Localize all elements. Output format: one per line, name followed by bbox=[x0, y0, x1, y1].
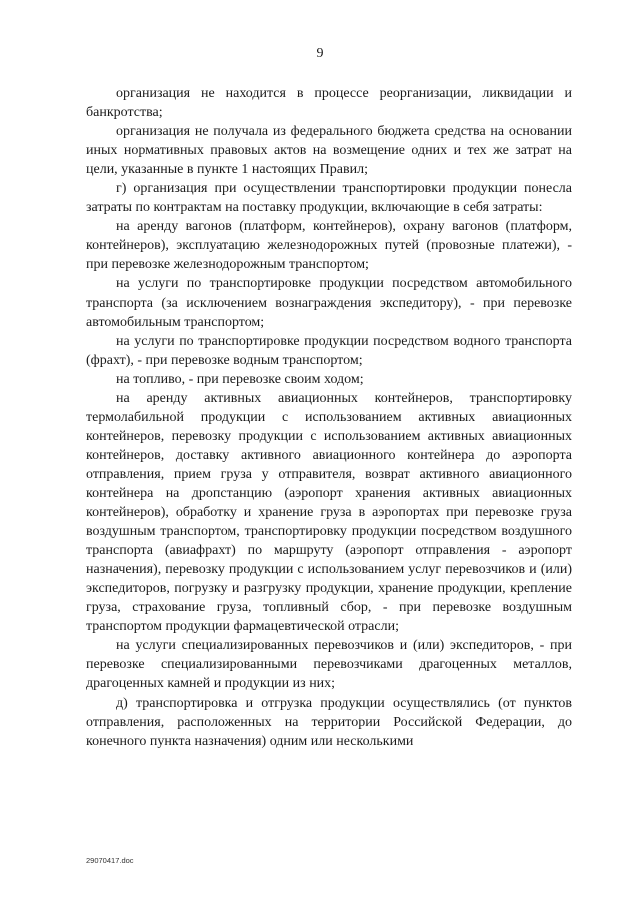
paragraph: организация не находится в процессе реорганизации, ликвидации и банкротства; bbox=[86, 86, 572, 121]
paragraph: на услуги по транспортировке продукции посредством водного транспорта (фрахт), - при перевозке водным транспортом; bbox=[86, 333, 572, 368]
page-number: 9 bbox=[316, 46, 324, 61]
paragraph: г) организация при осуществлении транспортировки продукции понесла затраты по контрактам на поставку продукции, включающие в себя затраты: bbox=[86, 181, 572, 216]
document-filename: 29070417.doc bbox=[86, 856, 134, 865]
paragraph: на аренду вагонов (платформ, контейнеров), охрану вагонов (платформ, контейнеров), эксплуатацию железнодорожных путей (провозные платежи), - при перевозке железнодорожным транспортом; bbox=[86, 219, 572, 273]
paragraph: на аренду активных авиационных контейнеров, транспортировку термолабильной продукции с использованием активных авиационных контейнеров, перевозку продукции с использованием активных авиационных контейнеров, доставку активного авиационного контейнера до аэропорта отправления, прием груза у отправителя, возврат активного авиационного контейнера на дропстанцию (аэропорт хранения активных авиационных контейнеров), обработку и хранение груза в аэропортах при перевозке груза воздушным транспортом, транспортировку продукции посредством воздушного транспорта (авиафрахт) по маршруту (аэропорт отправления - аэропорт назначения), перевозку продукции с использованием услуг перевозчиков и (или) экспедиторов, погрузку и разгрузку продукции, хранение продукции, крепление груза, страхование груза, топливный сбор, - при перевозке воздушным транспортом продукции фармацевтической отрасли; bbox=[86, 390, 572, 635]
document-body bbox=[86, 84, 572, 751]
paragraph: организация не получала из федерального бюджета средства на основании иных нормативных правовых актов на возмещение одних и тех же затрат на цели, указанные в пункте 1 настоящих Правил; bbox=[86, 124, 572, 178]
paragraph: на услуги по транспортировке продукции посредством автомобильного транспорта (за исключением вознаграждения экспедитору), - при перевозке автомобильным транспортом; bbox=[86, 276, 572, 330]
paragraph: д) транспортировка и отгрузка продукции осуществлялись (от пунктов отправления, расположенных на территории Российской Федерации, до конечного пункта назначения) одним или несколькими bbox=[86, 695, 572, 749]
paragraph: на услуги специализированных перевозчиков и (или) экспедиторов, - при перевозке специализированными перевозчиками драгоценных металлов, драгоценных камней и продукции из них; bbox=[86, 638, 572, 692]
paragraph: на топливо, - при перевозке своим ходом; bbox=[116, 371, 364, 387]
